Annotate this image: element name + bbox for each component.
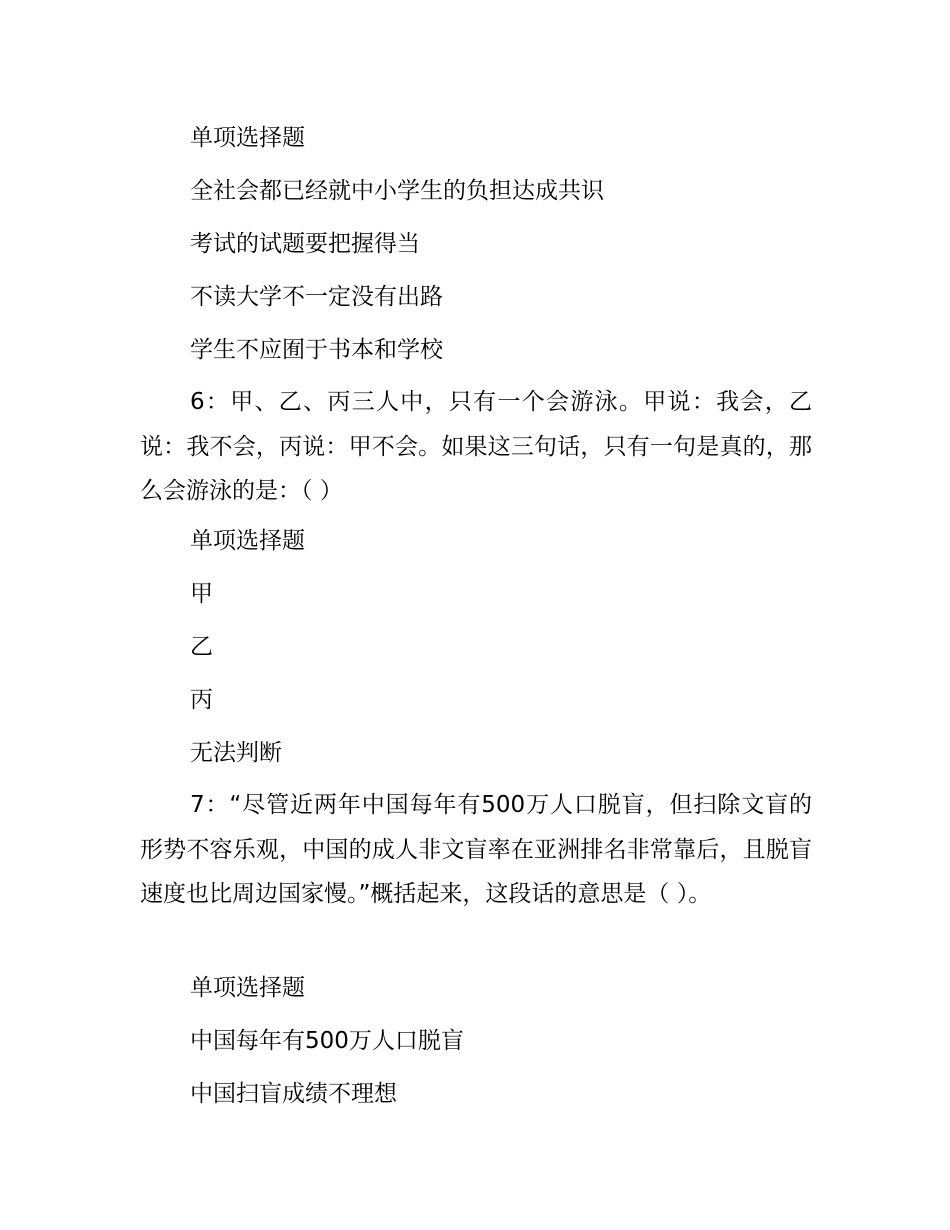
option-text: 中国扫盲成绩不理想 [190,1081,397,1107]
option-text: 无法判断 [190,740,282,766]
option-text: 丙 [190,687,213,713]
option-text: 不读大学不一定没有出路 [190,284,443,310]
option-text: 乙 [190,634,213,660]
option-text: 学生不应囿于书本和学校 [190,337,443,363]
option-text: 中国每年有500万人口脱盲 [190,1028,464,1054]
option-text: 全社会都已经就中小学生的负担达成共识 [190,178,604,204]
option-text: 甲 [190,581,213,607]
question-type-label: 单项选择题 [190,975,305,1001]
question-stem: 6：甲、乙、丙三人中，只有一个会游泳。甲说：我会，乙说：我不会，丙说：甲不会。如果这三句话，只有一句是真的，那么会游泳的是：（ ） [140,389,812,504]
question-type-label: 单项选择题 [190,528,305,554]
question-type-label: 单项选择题 [190,125,305,151]
option-text: 考试的试题要把握得当 [190,231,420,257]
question-stem: 7：“尽管近两年中国每年有500万人口脱盲，但扫除文盲的形势不容乐观，中国的成人非文盲率在亚洲排名非常靠后，且脱盲速度也比周边国家慢。”概括起来，这段话的意思是（ ）。 [140,792,812,907]
